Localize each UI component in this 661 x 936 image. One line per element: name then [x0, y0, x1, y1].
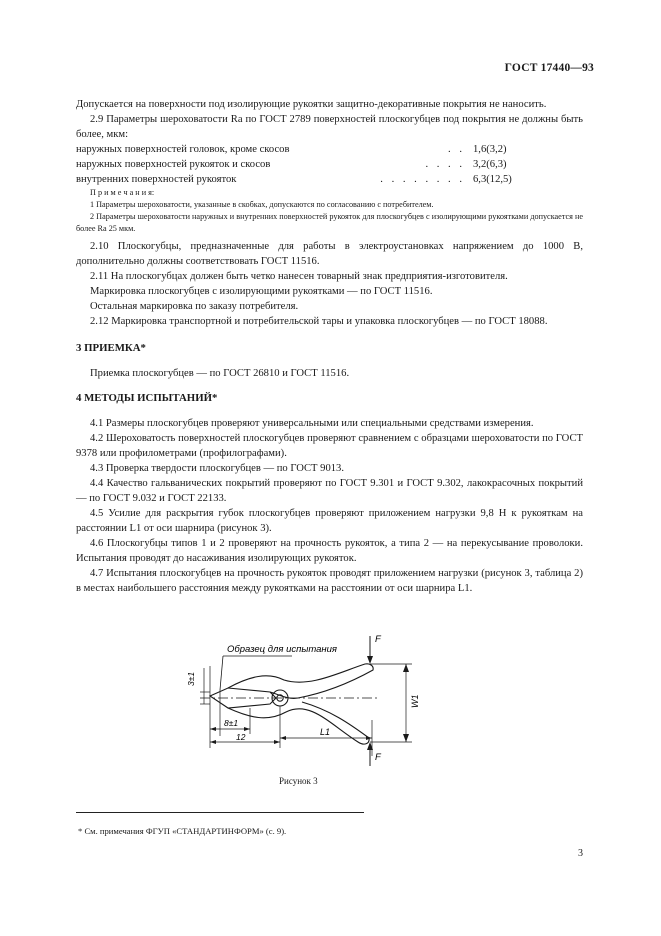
- force-top-label: F: [375, 634, 381, 645]
- notes-title: П р и м е ч а н и я:: [90, 188, 155, 197]
- pliers-figure: [180, 628, 450, 768]
- paragraph-2-12: 2.12 Маркировка транспортной и потребительской тары и упаковка плоскогубцев — по ГОСТ 18088.: [90, 316, 548, 327]
- footnote: * См. примечания ФГУП «СТАНДАРТИНФОРМ» (с. 9).: [78, 826, 287, 836]
- paragraph-4-5: 4.5 Усилие для раскрытия губок плоскогубцев проверяют приложением нагрузки 9,8 Н к рукояткам на расстоянии L1 от оси шарнира (рисунок 3).: [76, 508, 583, 534]
- note-1: 1 Параметры шероховатости, указанные в скобках, допускаются по согласованию с потребителем.: [90, 200, 434, 209]
- paragraph-4-7: 4.7 Испытания плоскогубцев на прочность рукояток проводят приложением нагрузки (рисунок 3, таблица 2) в местах наибольшего расстояния между рукоятками на расстоянии от оси шарнира L1.: [76, 568, 583, 594]
- dim-l1-label: L1: [320, 727, 331, 737]
- paragraph-4-4: 4.4 Качество гальванических покрытий проверяют по ГОСТ 9.301 и ГОСТ 9.302, лакокрасочных покрытий — по ГОСТ 9.032 и ГОСТ 22133.: [76, 478, 583, 504]
- list-item: наружных поверхностей рукояток и скосов . . . . 3,2(6,3): [76, 159, 507, 170]
- paragraph-2-9: 2.9 Параметры шероховатости Ra по ГОСТ 2789 поверхностей плоскогубцев под покрытия не должны быть более, мкм:: [76, 114, 583, 140]
- dim-12-label: 12: [236, 732, 246, 742]
- list-item: внутренних поверхностей рукояток . . . . . . . . 6,3(12,5): [76, 174, 512, 185]
- paragraph-2-11: 2.11 На плоскогубцах должен быть четко нанесен товарный знак предприятия-изготовителя.: [90, 271, 508, 282]
- paragraph-2-11-b: Маркировка плоскогубцев с изолирующими рукоятками — по ГОСТ 11516.: [90, 286, 433, 297]
- paragraph-4-2: 4.2 Шероховатость поверхностей плоскогубцев проверяют сравнением с образцами шероховатости по ГОСТ 9378 или профилометрами (профилографами).: [76, 433, 583, 459]
- paragraph-4-3: 4.3 Проверка твердости плоскогубцев — по ГОСТ 9013.: [90, 463, 344, 474]
- dim-3-label: 3±1: [186, 671, 196, 686]
- standard-header: ГОСТ 17440—93: [504, 62, 594, 74]
- page-number: 3: [578, 848, 583, 859]
- paragraph-4-1: 4.1 Размеры плоскогубцев проверяют универсальными или специальными средствами измерения.: [90, 418, 534, 429]
- figure-caption: Рисунок 3: [279, 776, 318, 786]
- paragraph-4-6: 4.6 Плоскогубцы типов 1 и 2 проверяют на прочность рукояток, а типа 2 — на перекусывание проволоки. Испытания проводят до насаживания изолирующих рукояток.: [76, 538, 583, 564]
- force-bottom-label: F: [375, 752, 381, 763]
- note-2: 2 Параметры шероховатости наружных и внутренних поверхностей рукояток для плоскогубцев с изолирующими рукоятками допускается не более Ra 25 мкм.: [76, 212, 583, 233]
- list-item: наружных поверхностей головок, кроме скосов . . 1,6(3,2): [76, 144, 507, 155]
- section-4-heading: 4 МЕТОДЫ ИСПЫТАНИЙ*: [76, 392, 218, 404]
- dim-w1-label: W1: [410, 694, 420, 708]
- paragraph-coatings: Допускается на поверхности под изолирующие рукоятки защитно-декоративные покрытия не наносить.: [76, 99, 547, 110]
- section-3-text: Приемка плоскогубцев — по ГОСТ 26810 и ГОСТ 11516.: [90, 368, 350, 379]
- section-2-continued: [76, 97, 583, 596]
- section-3-heading: 3 ПРИЕМКА*: [76, 342, 146, 354]
- paragraph-2-10: 2.10 Плоскогубцы, предназначенные для работы в электроустановках напряжением до 1000 В, дополнительно должны соответствовать ГОСТ 11516.: [76, 241, 583, 267]
- sample-label: Образец для испытания: [227, 644, 338, 655]
- dim-8-label: 8±1: [224, 718, 239, 728]
- footnote-divider: [76, 812, 364, 813]
- roughness-list: [76, 142, 583, 187]
- paragraph-2-11-c: Остальная маркировка по заказу потребителя.: [90, 301, 299, 312]
